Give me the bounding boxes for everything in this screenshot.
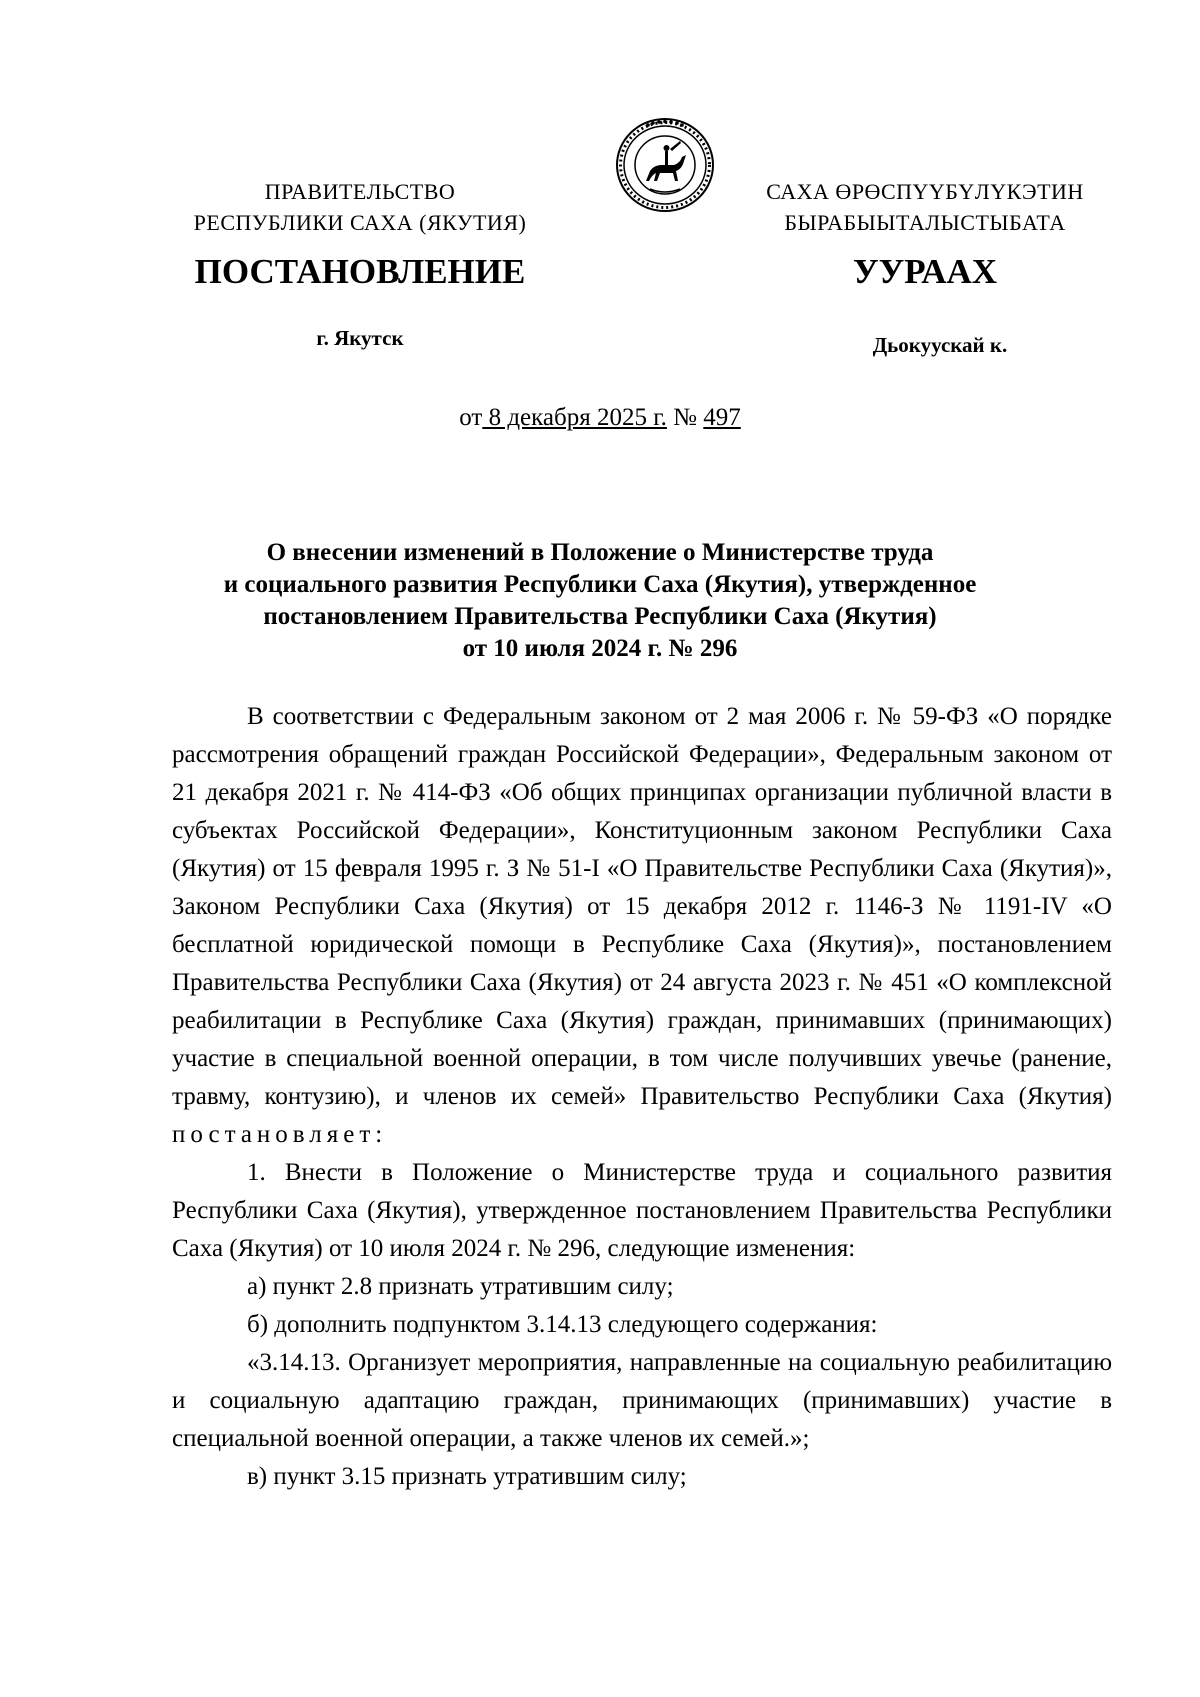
item-c: в) пункт 3.15 признать утратившим силу;: [247, 1463, 687, 1490]
government-name-line1: ПРАВИТЕЛЬСТВО: [264, 179, 456, 204]
document-number: 497: [703, 404, 741, 431]
coat-of-arms-icon: [610, 115, 720, 215]
item-b-quoted-text: «3.14.13. Организует мероприятия, направленные на социальную реабилитацию и социальную адаптацию граждан, принимающих (принимавших) участие в специальной военной операции, а также членов их семей.»;: [172, 1349, 1112, 1452]
document-type-russian: ПОСТАНОВЛЕНИЕ: [194, 252, 526, 291]
government-name-russian: [150, 176, 570, 238]
city-russian: г. Якутск: [316, 326, 404, 350]
title-line2: и социального развития Республики Саха (Якутия), утвержденное: [223, 571, 977, 598]
government-name-line2: РЕСПУБЛИКИ САХА (ЯКУТИЯ): [193, 210, 527, 235]
preamble-text: В соответствии с Федеральным законом от 2 мая 2006 г. № 59-ФЗ «О порядке рассмотрения обращений граждан Российской Федерации», Федеральным законом от 21 декабря 2021 г. № 414-ФЗ «Об общих принципах организации публичной власти в субъектах Российской Федерации», Конституционным законом Республики Саха (Якутия) от 15 февраля 1995 г. З № 51-I «О Правительстве Республики Саха (Якутия)», Законом Республики Саха (Якутия) от 15 декабря 2012 г. 1146-З № 1191-IV «О бесплатной юридической помощи в Республике Саха (Якутия)», постановлением Правительства Республики Саха (Якутия) от 24 августа 2023 г. № 451 «О комплексной реабилитации в Республике Саха (Якутия) граждан, принимавших (принимающих) участие в специальной военной операции, в том числе получивших увечье (ранение, травму, контузию), и членов их семей» Правительство Республики Саха (Якутия): [172, 703, 1112, 1110]
title-line1: О внесении изменений в Положение о Министерстве труда: [266, 539, 934, 566]
date-prefix: от: [459, 404, 483, 431]
item-a: а) пункт 2.8 признать утратившим силу;: [247, 1273, 674, 1300]
government-name-yakut-line1: САХА ӨРӨСПҮҮБҮЛҮКЭТИН: [766, 179, 1084, 204]
document-title: [150, 537, 1050, 665]
preamble-paragraph: [172, 698, 1112, 1154]
document-date: 8 декабря 2025 г.: [482, 404, 667, 431]
title-line3: постановлением Правительства Республики Саха (Якутия): [263, 603, 937, 630]
item-1: 1. Внести в Положение о Министерстве труда и социального развития Республики Саха (Якутия), утвержденное постановлением Правительства Республики Саха (Якутия) от 10 июля 2024 г. № 296, следующие изменения:: [172, 1159, 1112, 1262]
document-body: [172, 698, 1112, 1496]
government-name-yakut: [735, 176, 1115, 238]
city-yakut: Дьокуускай к.: [872, 333, 1008, 357]
document-type-yakut: УУРААХ: [852, 252, 998, 291]
item-b: б) дополнить подпунктом 3.14.13 следующего содержания:: [247, 1311, 878, 1338]
number-sign: №: [666, 404, 704, 431]
title-line4: от 10 июля 2024 г. № 296: [462, 635, 738, 662]
decree-word: постановляет:: [172, 1121, 388, 1148]
government-name-yakut-line2: БЫРАБЫЫТАЛЫСТЫБАТА: [784, 210, 1066, 235]
document-date-line: [0, 404, 1200, 432]
